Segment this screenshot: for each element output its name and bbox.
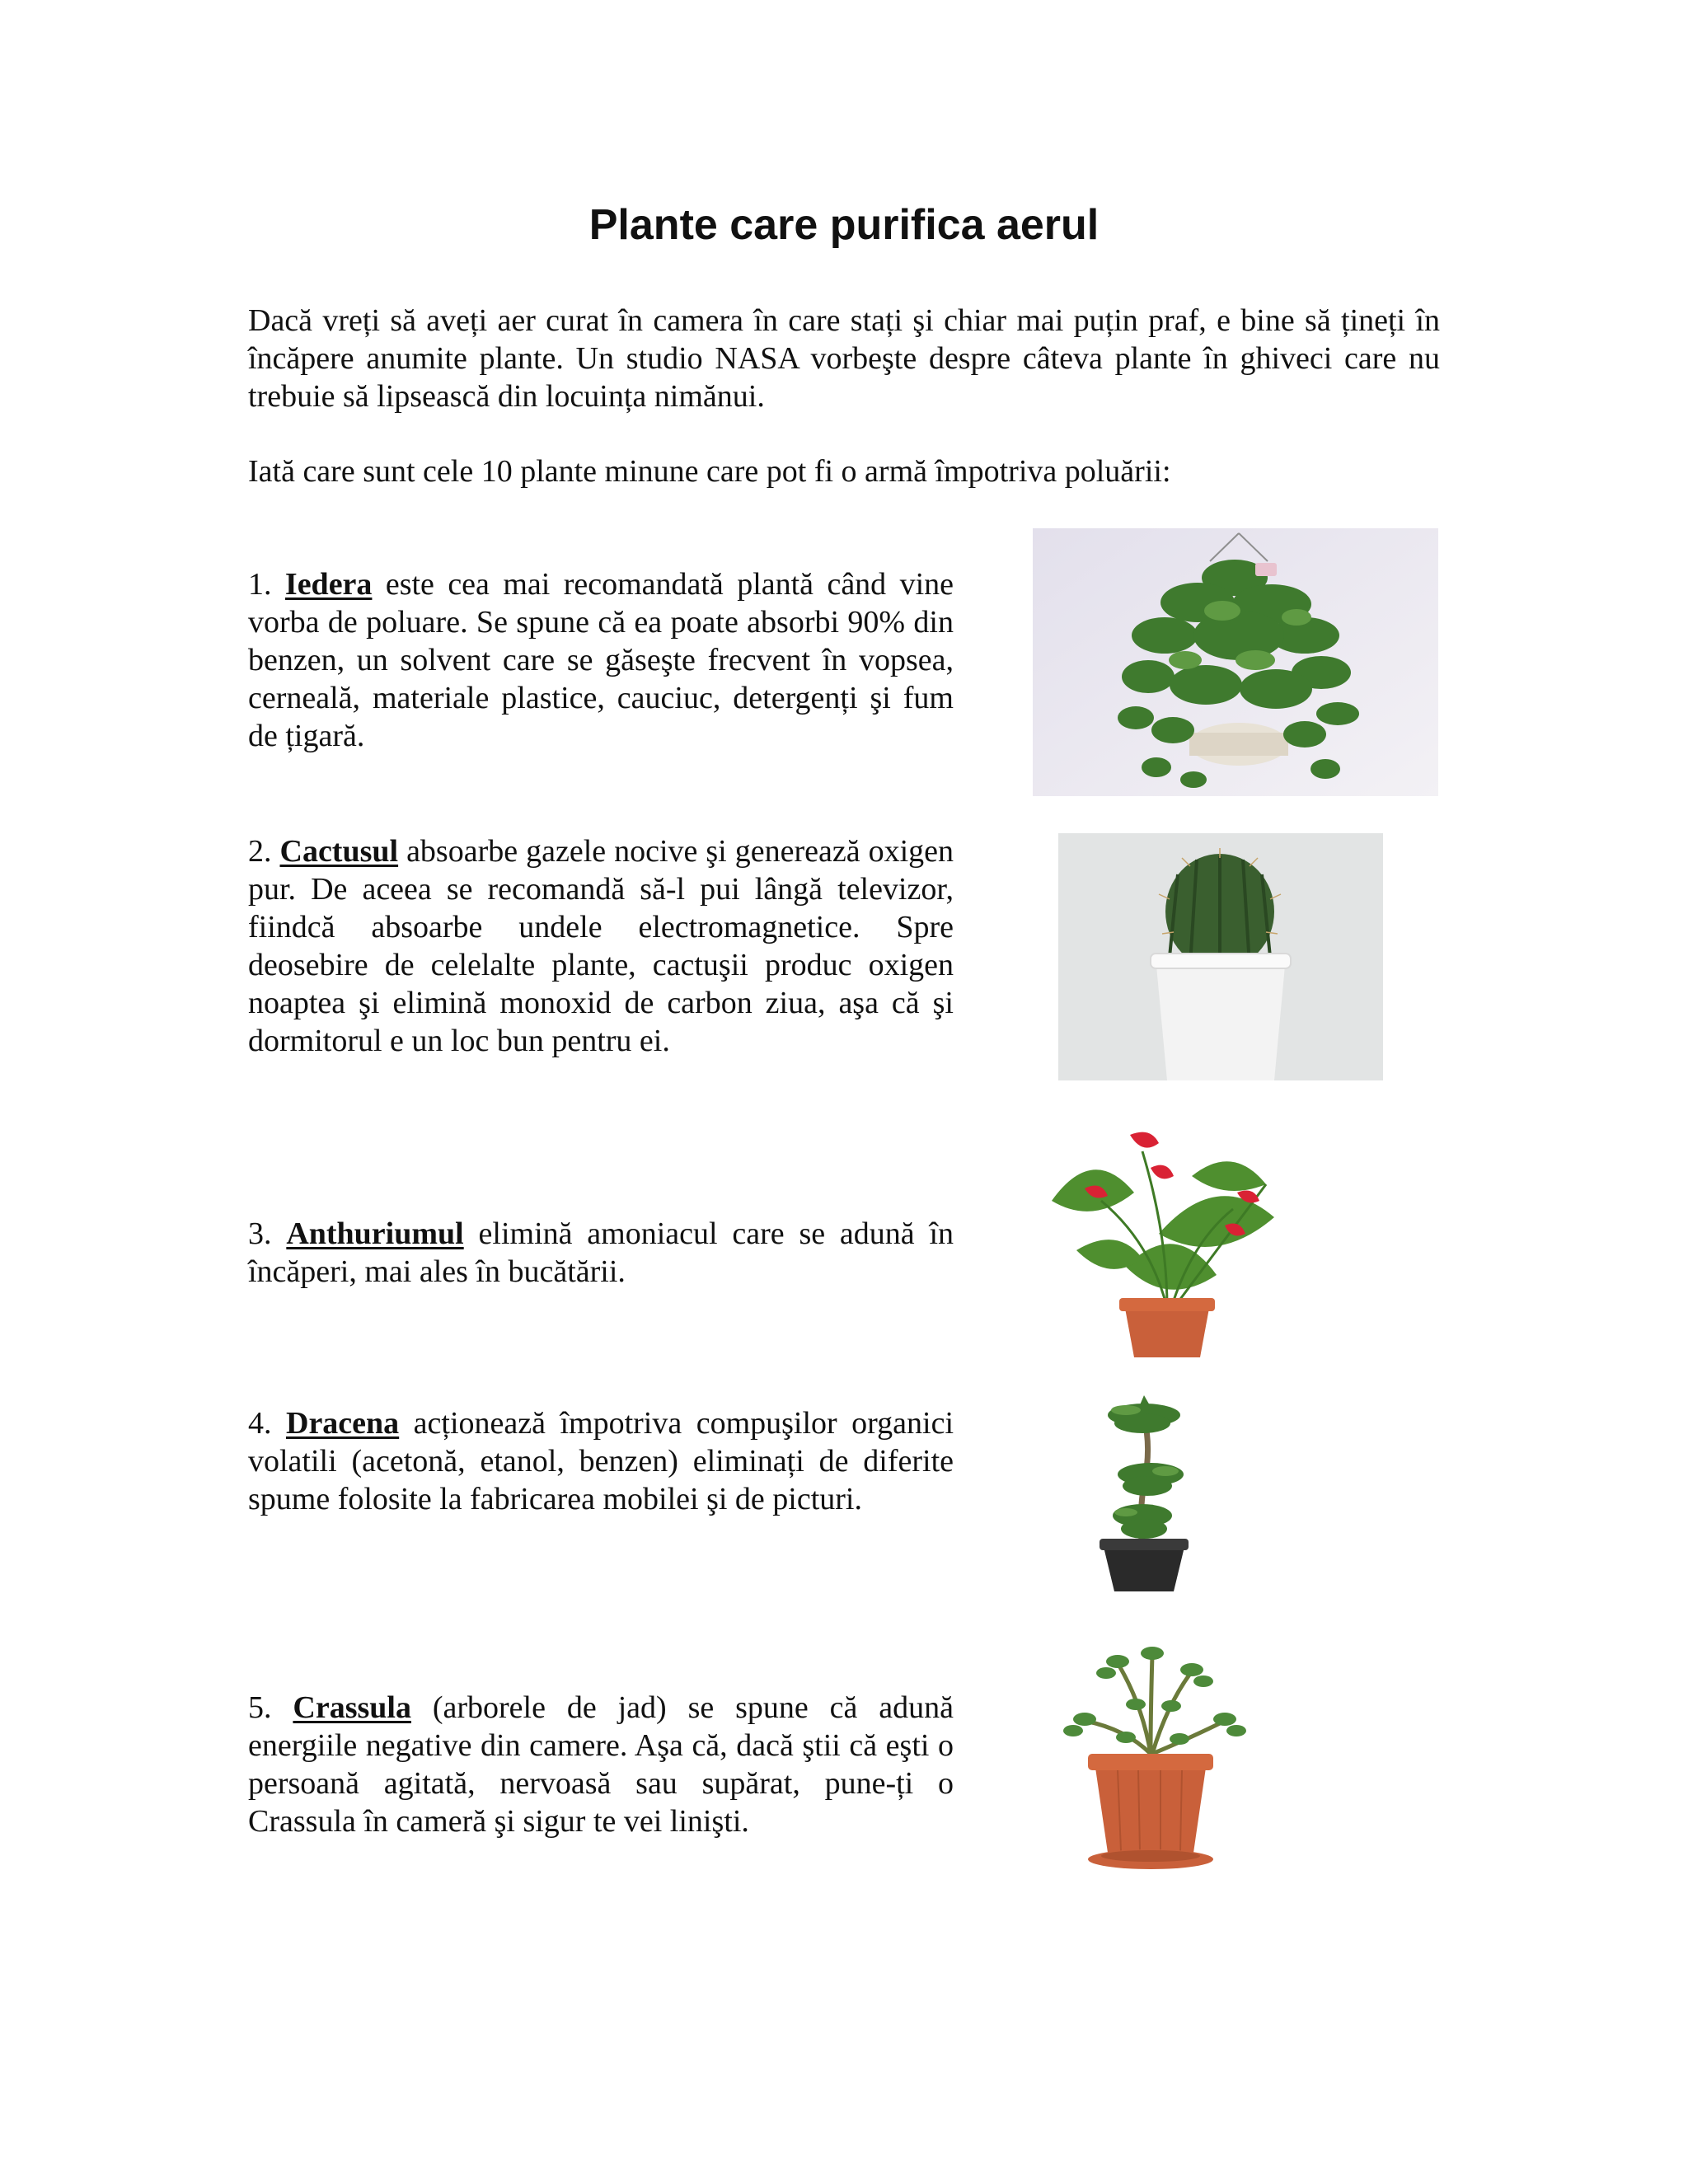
plant-item-anthuriumul — [248, 1215, 954, 1291]
plant-number: 2. — [248, 834, 272, 869]
plant-item-cactusul — [248, 832, 954, 1060]
plant-name: Iedera — [284, 567, 373, 602]
plant-number: 1. — [248, 567, 272, 602]
plant-description: absoarbe gazele nocive şi generează oxigen pur. De aceea se recomandă să-l pui lângă televizor, fiindcă absoarbe undele electromagnetice. Spre deosebire de celelalte plante, cactuşii produc oxigen noaptea şi elimină monoxid de carbon ziua, aşa că şi dormitorul e un loc bun pentru ei. — [248, 834, 954, 1058]
anthurium-photo — [1027, 1110, 1307, 1366]
crassula-photo — [1027, 1630, 1274, 1886]
intro-paragraph: Dacă vreți să aveți aer curat în camera în care stați şi chiar mai puțin praf, e bine să țineți în încăpere anumite plante. Un studio NASA vorbeşte despre câteva plante în ghiveci care nu trebuie să lipsească din locuința nimănui. — [248, 303, 1440, 414]
plant-number: 3. — [248, 1216, 272, 1251]
plant-description: elimină amoniacul care se adună în încăperi, mai ales în bucătării. — [248, 1216, 954, 1289]
plant-name: Dracena — [286, 1406, 400, 1441]
ivy-photo — [1033, 528, 1438, 796]
plant-description: acționează împotriva compuşilor organici volatili (acetonă, etanol, benzen) eliminați de diferite spume folosite la fabricarea mobilei şi de picturi. — [248, 1406, 954, 1516]
plant-item-dracena — [248, 1404, 954, 1518]
plant-name: Crassula — [293, 1690, 411, 1725]
plant-item-iedera — [248, 565, 954, 755]
plant-item-crassula — [248, 1689, 954, 1840]
plant-name: Cactusul — [279, 834, 399, 869]
dracena-photo — [1027, 1385, 1258, 1600]
plant-description: este cea mai recomandată plantă când vine vorba de poluare. Se spune că ea poate absorbi 90% din benzen, un solvent care se găseşte frecvent în vopsea, cerneală, materiale plastice, cauciuc, detergenți şi fum de țigară. — [248, 567, 954, 753]
list-lead-paragraph: Iată care sunt cele 10 plante minune care pot fi o armă împotriva poluării: — [248, 454, 1171, 489]
page-title: Plante care purifica aerul — [588, 201, 1100, 249]
cactus-photo — [1058, 833, 1383, 1080]
plant-number: 5. — [248, 1690, 272, 1725]
plant-number: 4. — [248, 1406, 272, 1441]
plant-name: Anthuriumul — [286, 1216, 464, 1251]
plant-description: (arborele de jad) se spune că adună energiile negative din camere. Aşa că, dacă ştii că eşti o persoană agitată, nervoasă sau supărat, pune-ți o Crassula în cameră şi sigur te vei linişti. — [248, 1690, 954, 1839]
